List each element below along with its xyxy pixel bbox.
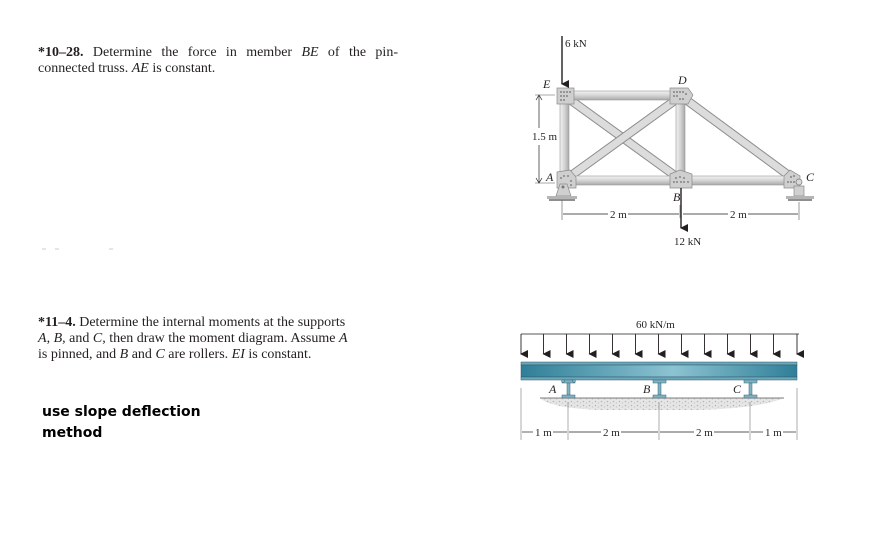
height-label: 1.5 m [532, 131, 558, 143]
support-c [744, 380, 757, 398]
note-line: method [42, 425, 103, 441]
support-a [562, 380, 576, 398]
member-label: BE [301, 45, 319, 60]
member-ea [560, 95, 569, 181]
problem-text: Determine the internal moments at the supports [75, 315, 346, 330]
gusset-b [670, 170, 692, 188]
problem-text: , [46, 331, 54, 346]
problem-text: , then draw the moment diagram. Assume [102, 331, 339, 346]
member-db [676, 95, 685, 181]
note-line: use slope deflection [42, 404, 201, 420]
support-label: A [38, 331, 47, 346]
support-b [653, 380, 666, 398]
problem-text: is pinned, and [38, 347, 120, 362]
node-label-e: E [543, 77, 551, 91]
gusset-e [557, 88, 574, 104]
distributed-load-arrows [521, 334, 797, 354]
dim-label-4: 1 m [765, 427, 782, 439]
support-label-c: C [733, 382, 742, 396]
support-label: B [119, 347, 129, 362]
problem-text: is constant. [148, 61, 216, 76]
load-label-12kn: 12 kN [674, 236, 702, 248]
problem-text: Determine the force in member [83, 45, 302, 60]
support-label: B [53, 331, 63, 346]
node-label-b: B [673, 190, 681, 204]
problem-text: are rollers. [164, 347, 232, 362]
node-label-d: D [678, 73, 687, 87]
truss-figure [532, 36, 815, 248]
member-ed [565, 91, 681, 100]
ei-label: EI [231, 347, 245, 362]
support-label: C [155, 347, 165, 362]
node-label-a: A [546, 170, 554, 184]
span-left-label: 2 m [610, 209, 627, 221]
ground [540, 398, 784, 410]
load-label-6kn: 6 kN [565, 38, 587, 50]
span-right-label: 2 m [730, 209, 747, 221]
problem-text: is constant. [244, 347, 312, 362]
problem-text: and [128, 347, 156, 362]
dim-label-3: 2 m [696, 427, 713, 439]
node-label-c: C [806, 170, 815, 184]
problem-number: *11–4. [38, 315, 76, 330]
height-dimension [532, 95, 558, 183]
dim-label-2: 2 m [603, 427, 620, 439]
support-label-a: A [549, 382, 557, 396]
support-label: A [338, 331, 348, 346]
problem-number: *10–28. [38, 45, 84, 60]
ae-label: AE [131, 61, 149, 76]
support-label: C [92, 331, 103, 346]
beam [521, 365, 797, 377]
problem-text: , and [62, 331, 93, 346]
dim-label-1: 1 m [535, 427, 552, 439]
problem-text: of the pin-connected truss. [38, 45, 398, 76]
support-label-b: B [643, 382, 651, 396]
beam-figure [521, 319, 799, 440]
distributed-load-label: 60 kN/m [636, 319, 675, 331]
